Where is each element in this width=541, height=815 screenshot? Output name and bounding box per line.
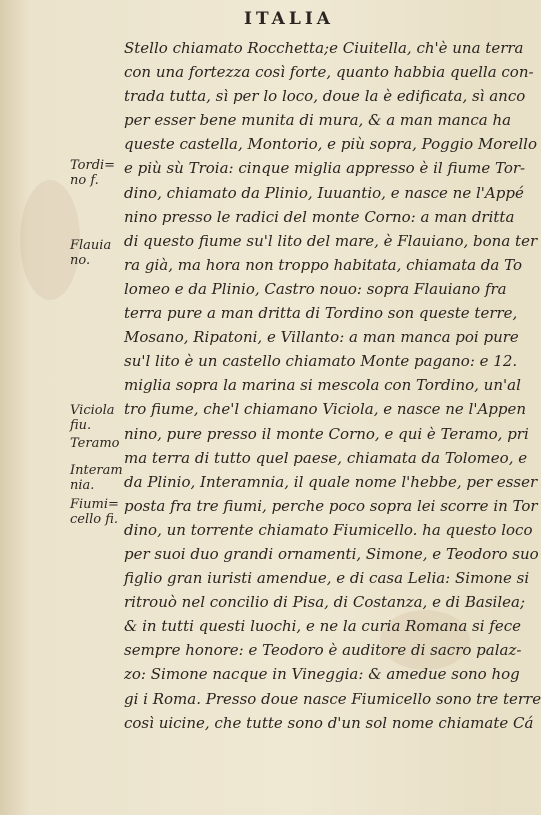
text-line: gi i Roma. Presso doue nasce Fiumicello sono tre terre [124, 689, 541, 708]
margin-note-interamnia [70, 463, 123, 493]
margin-note-tordino [70, 158, 115, 188]
text-line: da Plinio, Interamnia, il quale nome l'hebbe, per esser [124, 472, 538, 491]
text-line: figlio gran iuristi amendue, e di casa Lelia: Simone si [124, 569, 530, 588]
margin-note-line: Fiumi= [70, 497, 119, 512]
text-line: e più sù Troia: cinque miglia appresso è il fiume Tor- [124, 159, 526, 178]
text-line: queste castella, Montorio, e più sopra, Poggio Morello [124, 135, 538, 154]
margin-note-line: fiu. [70, 418, 92, 433]
text-line: per esser bene munita di mura, & a man manca ha [124, 111, 512, 130]
text-line: ritrouò nel concilio di Pisa, di Costanza, e di Basilea; [124, 593, 526, 612]
text-line: tro fiume, che'l chiamano Viciola, e nasce ne l'Appen [124, 400, 527, 419]
text-line: terra pure a man dritta di Tordino son queste terre, [124, 304, 518, 323]
text-line: & in tutti questi luochi, e ne la curia Romana si fece [124, 617, 522, 636]
running-header: ITALIA [244, 9, 334, 29]
text-line: miglia sopra la marina si mescola con Tordino, un'al [124, 376, 521, 395]
text-line: posta fra tre fiumi, perche poco sopra lei scorre in Tor [124, 496, 538, 515]
text-line: ra già, ma hora non troppo habitata, chiamata da To [124, 255, 522, 274]
text-line: così uicine, che tutte sono d'un sol nome chiamate Cá [124, 713, 534, 732]
text-line: con una fortezza così forte, quanto habbia quella con- [124, 63, 534, 82]
margin-note-flauiano [70, 238, 111, 268]
text-line: dino, chiamato da Plinio, Iuuantio, e nasce ne l'Appé [124, 183, 524, 202]
body-text [124, 36, 541, 735]
text-line: nino presso le radici del monte Corno: a man dritta [124, 207, 515, 226]
margin-note-viciola [70, 403, 115, 433]
text-line: lomeo e da Plinio, Castro nouo: sopra Flauiano fra [124, 279, 507, 298]
margin-note-line: Tordi= [70, 158, 116, 173]
text-line: zo: Simone nacque in Vineggia: & amedue sono hog [124, 665, 520, 684]
text-line: nino, pure presso il monte Corno, e qui è Teramo, pri [124, 424, 529, 443]
text-line: Mosano, Ripatoni, e Villanto: a man manca poi pure [124, 328, 519, 347]
text-line: dino, un torrente chiamato Fiumicello. ha questo loco [124, 520, 533, 539]
margin-note-teramo [70, 436, 119, 451]
text-line: di questo fiume su'l lito del mare, è Flauiano, bona ter [124, 231, 538, 250]
text-line: trada tutta, sì per lo loco, doue la è edificata, sì anco [124, 87, 526, 106]
margin-note-fiumicello [70, 497, 119, 527]
margin-note-line: Viciola [70, 403, 115, 418]
margin-note-line: Interam [70, 463, 123, 478]
margin-note-line: nia. [70, 478, 95, 493]
text-line: su'l lito è un castello chiamato Monte pagano: e 12. [124, 352, 518, 371]
margin-note-line: Teramo [70, 436, 120, 451]
text-line: per suoi duo grandi ornamenti, Simone, e Teodoro suo [124, 544, 539, 563]
margin-note-line: cello fi. [70, 512, 119, 527]
margin-note-line: no. [70, 253, 91, 268]
margin-note-line: Flauia [70, 238, 112, 253]
text-line: sempre honore: e Teodoro è auditore di sacro palaz- [124, 641, 522, 660]
text-line: ma terra di tutto quel paese, chiamata da Tolomeo, e [124, 448, 528, 467]
text-line: Stello chiamato Rocchetta;e Ciuitella, ch'è una terra [124, 39, 524, 57]
margin-note-line: no f. [70, 173, 99, 188]
